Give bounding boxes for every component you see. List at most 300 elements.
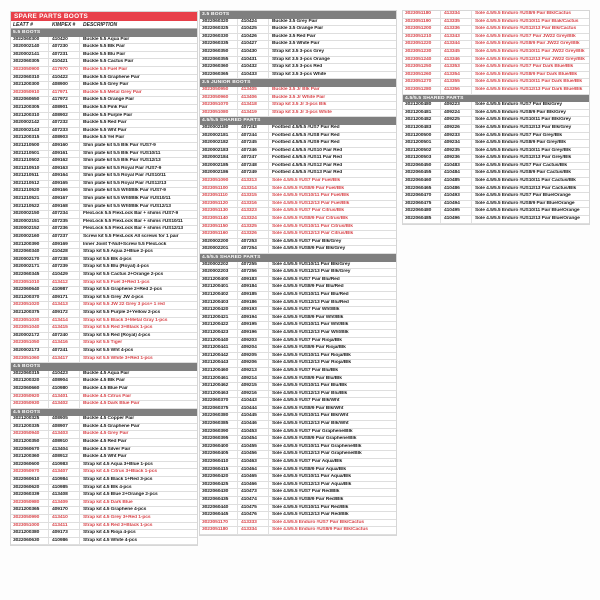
table-title-banner bbox=[11, 12, 197, 21]
kimpex-number: 413334 bbox=[238, 527, 269, 534]
kimpex-number: 410466 bbox=[238, 482, 269, 489]
kimpex-number: 410495 bbox=[441, 208, 472, 215]
part-description: Strap kit 5.5 Grey JW 4-pcs bbox=[83, 294, 144, 300]
table-row bbox=[200, 467, 396, 475]
table-row bbox=[200, 57, 396, 65]
kimpex-number: 407245 bbox=[238, 140, 269, 147]
table-row bbox=[11, 340, 197, 348]
col-header-leatt: LEATT # bbox=[13, 22, 33, 28]
kimpex-number: 407238 bbox=[49, 257, 80, 264]
kimpex-number: 413335 bbox=[441, 19, 472, 26]
leatt-number: 3023051160 bbox=[200, 231, 238, 238]
kimpex-number: 407233 bbox=[49, 128, 80, 135]
kimpex-number: 410426 bbox=[238, 34, 269, 41]
kimpex-number: 410420 bbox=[49, 37, 80, 44]
table-row bbox=[403, 193, 589, 201]
table-row bbox=[200, 345, 396, 353]
kimpex-number: 417972 bbox=[49, 97, 80, 104]
part-description: Strap kit 5.5 Blk 4-pcs bbox=[83, 256, 132, 262]
table-row bbox=[11, 211, 197, 219]
table-row bbox=[200, 224, 396, 232]
leatt-number: 3022060670 bbox=[11, 447, 49, 454]
part-description: Sole 4.5/5.5 #US12/13 Pair Fuel/Blk bbox=[272, 200, 350, 206]
table-row bbox=[11, 439, 197, 447]
kimpex-number: 413346 bbox=[441, 57, 472, 64]
kimpex-number: 413410 bbox=[49, 515, 80, 522]
part-description: Buckle 3.5 Grey Pair bbox=[272, 18, 318, 24]
kimpex-number: 410987 bbox=[49, 287, 80, 294]
table-row bbox=[11, 204, 197, 212]
table-row bbox=[11, 75, 197, 83]
part-description: Strap kit 4.5 Citrus 3+Black 1-pcs bbox=[83, 469, 157, 475]
part-description: Buckle 5.5 Yel Pair bbox=[83, 135, 125, 141]
part-description: Sole 4.5/5.5 Enduro #US12/13 Pair Dark Blue/Blk bbox=[475, 86, 583, 92]
kimpex-number: 410986 bbox=[49, 538, 80, 545]
leatt-number: 3022060475 bbox=[403, 201, 441, 208]
leatt-number: 3022060480 bbox=[403, 208, 441, 215]
table-row bbox=[200, 163, 396, 171]
part-description: Sole 4.5/5.5 Enduro #US7 Pair Cactus/Blk bbox=[475, 162, 567, 168]
kimpex-number: 410983 bbox=[49, 462, 80, 469]
table-row bbox=[200, 102, 396, 110]
kimpex-number: 410476 bbox=[238, 512, 269, 519]
kimpex-number: 409171 bbox=[49, 295, 80, 302]
kimpex-number: 410484 bbox=[441, 170, 472, 177]
part-description: Sole 4.5/5.5 Enduro #US7 Pair JW22 Grey/Blk bbox=[475, 33, 576, 39]
kimpex-number: 407246 bbox=[238, 148, 269, 155]
table-rows bbox=[200, 11, 396, 535]
table-row bbox=[11, 257, 197, 265]
kimpex-number: 410432 bbox=[238, 64, 269, 71]
part-description: Buckle 5.5 Blu Pair bbox=[83, 51, 126, 57]
part-description: Sole 4.5/5.5 Enduro #US8/9 Pair Blue/Orange bbox=[475, 200, 575, 206]
kimpex-number: 407239 bbox=[49, 264, 80, 271]
leatt-number: 3022060405 bbox=[200, 451, 238, 458]
leatt-number: 3021200350 bbox=[11, 439, 49, 446]
table-row bbox=[403, 72, 589, 80]
table-row bbox=[200, 140, 396, 148]
table-row bbox=[200, 148, 396, 156]
kimpex-number: 409185 bbox=[238, 292, 269, 299]
kimpex-number: 408901 bbox=[49, 105, 80, 112]
parts-table-boots-3-5-shared bbox=[199, 10, 397, 536]
part-description: Sole 4.5/5.5 #US7 Pair Blk/Wht bbox=[272, 398, 340, 404]
part-description: Buckle 5.5 Orange Pair bbox=[83, 97, 135, 103]
kimpex-number: 410427 bbox=[238, 41, 269, 48]
leatt-number: 3020002152 bbox=[11, 226, 49, 233]
table-row bbox=[11, 166, 197, 174]
table-row bbox=[200, 505, 396, 513]
kimpex-number: 407243 bbox=[238, 125, 269, 132]
table-row bbox=[11, 272, 197, 280]
leatt-number: 3023051210 bbox=[403, 34, 441, 41]
part-description: Buckle 5.5 Metal Grey Pair bbox=[83, 89, 142, 95]
kimpex-number: 413406 bbox=[238, 95, 269, 102]
part-description: Strap kit 4.5 Black 1+Red 3-pcs bbox=[83, 477, 153, 483]
kimpex-number: 409224 bbox=[441, 110, 472, 117]
kimpex-number: 407236 bbox=[49, 226, 80, 233]
part-description: Sole 4.5/5.5 #US12/13 Pair Blk/Grey bbox=[272, 269, 351, 275]
leatt-number: 3023050900 bbox=[11, 67, 49, 74]
kimpex-number: 408900 bbox=[49, 82, 80, 89]
table-row bbox=[200, 41, 396, 49]
kimpex-number: 413314 bbox=[238, 186, 269, 193]
kimpex-number: 408910 bbox=[49, 439, 80, 446]
leatt-number: 3023051220 bbox=[403, 41, 441, 48]
kimpex-number: 409214 bbox=[238, 376, 269, 383]
leatt-number: 3023051270 bbox=[403, 79, 441, 86]
leatt-number: 3020002141 bbox=[11, 52, 49, 59]
parts-table-enduro-soles bbox=[402, 10, 590, 225]
part-description: Strap kit 3.5 3-pcs Orange bbox=[272, 56, 330, 62]
table-row bbox=[11, 287, 197, 295]
leatt-number: 3022060465 bbox=[403, 186, 441, 193]
table-row bbox=[200, 398, 396, 406]
table-row bbox=[11, 485, 197, 493]
part-description: Buckle 4.5 Copper Pair bbox=[83, 416, 135, 422]
leatt-number: 3021200501 bbox=[403, 140, 441, 147]
leatt-number: 3020002202 bbox=[200, 262, 238, 269]
leatt-number: 3021200365 bbox=[11, 507, 49, 514]
kimpex-number: 413323 bbox=[238, 208, 269, 215]
leatt-number: 3023051250 bbox=[403, 64, 441, 71]
kimpex-number: 413343 bbox=[441, 34, 472, 41]
leatt-number: 3023050920 bbox=[11, 394, 49, 401]
part-description: Strap kit 3.5 Jr 3-pcs White bbox=[272, 109, 332, 115]
leatt-number: 3021200420 bbox=[200, 307, 238, 314]
kimpex-number: 413403 bbox=[49, 431, 80, 438]
part-description: Sole 4.5/5.5 #US8/9 Pair Red/Blk bbox=[272, 497, 344, 502]
leatt-number: 3020002151 bbox=[11, 219, 49, 226]
part-description: Sole 4.5/5.5 Enduro #US8/9 Pair Blk/Cactus bbox=[475, 11, 571, 16]
leatt-number: 3021200440 bbox=[200, 338, 238, 345]
leatt-number: 3021210520 bbox=[11, 188, 49, 195]
part-description: Strap kit 5.5 Fuel 3+Red 1-pcs bbox=[83, 279, 150, 285]
kimpex-number: 409206 bbox=[238, 360, 269, 367]
leatt-number: 3023051280 bbox=[403, 87, 441, 94]
kimpex-number: 410475 bbox=[238, 505, 269, 512]
leatt-number: 3022060430 bbox=[200, 489, 238, 496]
part-description: Sole 4.5/5.5 #US12/13 Pair Rioja/Blk bbox=[272, 360, 352, 366]
kimpex-number: 409165 bbox=[49, 181, 80, 188]
part-description: Sole 4.5/5.5 #US8/9 Pair Graphene/Blk bbox=[272, 436, 357, 442]
table-row bbox=[200, 376, 396, 384]
leatt-number: 3021210502 bbox=[11, 158, 49, 165]
part-description: Sole 4.5/5.5 Enduro #US12/13 Pair Cactus/Blk bbox=[475, 185, 577, 191]
kimpex-number: 408902 bbox=[49, 113, 80, 120]
leatt-number: 3023051030 bbox=[11, 318, 49, 325]
part-description: Sole 4.5/5.5 #US7 Pair Blu/Red bbox=[272, 276, 340, 282]
kimpex-number: 413336 bbox=[441, 26, 472, 33]
kimpex-number: 409166 bbox=[49, 188, 80, 195]
leatt-number: 3022060610 bbox=[11, 477, 49, 484]
kimpex-number: 413401 bbox=[49, 394, 80, 401]
table-row bbox=[11, 234, 197, 242]
leatt-number: 3022060375 bbox=[200, 406, 238, 413]
table-row bbox=[11, 386, 197, 394]
leatt-number: 3023051100 bbox=[200, 186, 238, 193]
kimpex-number: 408907 bbox=[49, 424, 80, 431]
kimpex-number: 410463 bbox=[238, 459, 269, 466]
table-row bbox=[200, 208, 396, 216]
part-description: Sole 4.5/5.5 #US7 Pair Red/Blk bbox=[272, 489, 340, 495]
leatt-number: 3023051120 bbox=[200, 201, 238, 208]
part-description: Sole 4.5/5.5 Enduro #US10/11 Pair Cactus/Blk bbox=[475, 178, 576, 184]
table-row bbox=[200, 239, 396, 247]
leatt-number: 3022060400 bbox=[200, 444, 238, 451]
leatt-number: 3023051040 bbox=[11, 325, 49, 332]
page-title: SPARE PARTS BOOTS bbox=[14, 13, 89, 20]
section-header: 4.5 BOOTS bbox=[11, 363, 197, 371]
table-row bbox=[11, 515, 197, 523]
part-description: Sole 4.5/5.5 Enduro #US7 Pair Blk/Grey bbox=[475, 102, 562, 108]
table-row bbox=[200, 269, 396, 277]
part-description: Footbed 4.5/5.5 #US11 Pair Red bbox=[272, 155, 342, 161]
leatt-number: 3022060365 bbox=[200, 72, 238, 79]
part-description: Strap kit 4.5 Aqua 3+Blue 1-pcs bbox=[83, 461, 153, 467]
leatt-number: 3022060390 bbox=[200, 429, 238, 436]
table-row bbox=[11, 37, 197, 45]
leatt-number: 3022060440 bbox=[200, 505, 238, 512]
part-description: Buckle 4.5 Dark Blue Pair bbox=[83, 401, 140, 407]
part-description: Strap kit 3.5 3-pcs Red bbox=[272, 64, 323, 70]
leatt-number: 3020002182 bbox=[200, 140, 238, 147]
part-description: Sole 4.5/5.5 Enduro #US12/13 Pair JW22 Grey/Blk bbox=[475, 56, 585, 62]
leatt-number: 3021200422 bbox=[200, 322, 238, 329]
leatt-number: 3022060650 bbox=[11, 97, 49, 104]
table-row bbox=[200, 186, 396, 194]
table-row bbox=[200, 391, 396, 399]
part-description: Sole 4.5/5.5 Enduro #US12/13 Pair Blk/Cactus bbox=[475, 26, 577, 32]
part-description: Sole 4.5/5.5 #US7 Pair Graphene/Blk bbox=[272, 428, 353, 434]
part-description: Sole 4.5/5.5 #US8/9 Pair Blk/Grey bbox=[272, 246, 346, 252]
part-description: Sole 4.5/5.5 #US12/13 Pair Wht/Blk bbox=[272, 329, 349, 335]
leatt-number: 3021200380 bbox=[11, 530, 49, 537]
kimpex-number: 409223 bbox=[441, 102, 472, 109]
part-description: Strap kit 3.5 3-pcs Grey bbox=[272, 48, 324, 54]
part-description: Strap kit 3.5 Jr 3-pcs Blk bbox=[272, 102, 327, 108]
kimpex-number: 409195 bbox=[238, 322, 269, 329]
leatt-number: 3022060415 bbox=[200, 467, 238, 474]
table-row bbox=[11, 507, 197, 515]
part-description: Sole 4.5/5.5 #US12/13 Pair Blk/Wht bbox=[272, 421, 349, 427]
table-row bbox=[403, 133, 589, 141]
table-row bbox=[200, 170, 396, 178]
leatt-number: 3021200401 bbox=[200, 284, 238, 291]
kimpex-number: 409225 bbox=[441, 117, 472, 124]
table-row bbox=[200, 26, 396, 34]
table-row bbox=[11, 135, 197, 143]
leatt-number: 3022060330 bbox=[200, 34, 238, 41]
leatt-number: 3023051180 bbox=[200, 527, 238, 534]
kimpex-number: 413419 bbox=[238, 110, 269, 117]
leatt-number: 3020002181 bbox=[200, 133, 238, 140]
kimpex-number: 409173 bbox=[49, 530, 80, 537]
leatt-number: 3023051180 bbox=[403, 11, 441, 18]
table-row bbox=[403, 125, 589, 133]
table-row bbox=[200, 300, 396, 308]
table-row bbox=[11, 219, 197, 227]
part-description: Sole 4.5/5.5 #US7 Pair Blk/Grey bbox=[272, 238, 342, 244]
leatt-number: 3020002171 bbox=[11, 264, 49, 271]
part-description: Footbed 4.5/5.5 #US8 Pair Red bbox=[272, 132, 340, 138]
kimpex-number: 410430 bbox=[238, 49, 269, 56]
table-row bbox=[11, 371, 197, 379]
part-description: Sole 4.5/5.5 #US7 Pair Fuel/Blk bbox=[272, 178, 341, 184]
table-row bbox=[11, 143, 197, 151]
part-description: Sole 4.5/5.5 #US10/11 Pair Fuel/Blk bbox=[272, 193, 349, 199]
table-row bbox=[11, 196, 197, 204]
table-row bbox=[403, 64, 589, 72]
part-description: Strap kit 5.5 Purple 2+Yellow 2-pcs bbox=[83, 309, 161, 315]
table-row bbox=[200, 231, 396, 239]
leatt-number: 3022060335 bbox=[200, 41, 238, 48]
kimpex-number: 407232 bbox=[49, 120, 80, 127]
kimpex-number: 409167 bbox=[49, 196, 80, 203]
part-description: Sole 4.5/5.5 Enduro #US8/9 Pair JW22 Grey/Blk bbox=[475, 41, 580, 47]
kimpex-number: 410494 bbox=[441, 201, 472, 208]
kimpex-number: 409235 bbox=[441, 148, 472, 155]
table-row bbox=[11, 120, 197, 128]
part-description: Buckle 5.5 Fuel Pair bbox=[83, 66, 128, 72]
part-description: Shin plate kit 5.5 Blk Pair #US10/11 bbox=[83, 150, 161, 156]
table-row bbox=[403, 87, 589, 95]
leatt-number: 3021200442 bbox=[200, 353, 238, 360]
table-row bbox=[11, 454, 197, 462]
table-rows bbox=[11, 29, 197, 545]
leatt-number: 3023051020 bbox=[11, 302, 49, 309]
kimpex-number: 410985 bbox=[49, 485, 80, 492]
part-description: Strap kit 4.5 Blue 2+Orange 2-pcs bbox=[83, 492, 158, 498]
leatt-number: 3022060600 bbox=[11, 462, 49, 469]
table-row bbox=[200, 125, 396, 133]
leatt-number: 3021200390 bbox=[11, 242, 49, 249]
leatt-number: 3022060305 bbox=[11, 59, 49, 66]
leatt-number: 3023051110 bbox=[200, 193, 238, 200]
kimpex-number: 409170 bbox=[49, 507, 80, 514]
table-row bbox=[200, 72, 396, 80]
table-row bbox=[11, 295, 197, 303]
leatt-number: 3023050930 bbox=[11, 401, 49, 408]
leatt-number: 3021200500 bbox=[403, 133, 441, 140]
part-description: Buckle 4.5 Grey Pair bbox=[83, 431, 129, 437]
table-row bbox=[403, 178, 589, 186]
part-description: Strap kit 5.5 Graphene 2+Red 2-pcs bbox=[83, 287, 162, 293]
leatt-number: 3023051130 bbox=[200, 208, 238, 215]
table-row bbox=[11, 82, 197, 90]
leatt-number: 3020002150 bbox=[11, 211, 49, 218]
kimpex-number: 410473 bbox=[238, 489, 269, 496]
part-description: Buckle 3.5 Jr White Pair bbox=[272, 94, 326, 100]
part-description: Buckle 4.5 Blk Pair bbox=[83, 378, 125, 384]
table-row bbox=[11, 530, 197, 538]
leatt-number: 3022060370 bbox=[200, 398, 238, 405]
kimpex-number: 407248 bbox=[238, 163, 269, 170]
part-description: Strap kit 5.5 Wht 4-pcs bbox=[83, 347, 134, 353]
part-description: Strap kit 4.5 Blk 4-pcs bbox=[83, 484, 132, 490]
leatt-number: 3022060660 bbox=[11, 386, 49, 393]
leatt-number: 3021200463 bbox=[200, 391, 238, 398]
leatt-number: 3021200443 bbox=[200, 360, 238, 367]
part-description: Strap kit 4.5 Graphene 4-pcs bbox=[83, 507, 147, 513]
part-description: Buckle 4.5 Blue Pair bbox=[83, 385, 128, 391]
table-row bbox=[11, 128, 197, 136]
kimpex-number: 410422 bbox=[49, 75, 80, 82]
table-row bbox=[11, 302, 197, 310]
kimpex-number: 408912 bbox=[49, 454, 80, 461]
leatt-number: 3020002160 bbox=[11, 234, 49, 241]
leatt-number: 3021200300 bbox=[11, 82, 49, 89]
leatt-number: 3021200403 bbox=[200, 300, 238, 307]
kimpex-number: 410429 bbox=[49, 272, 80, 279]
col-header-kimpex: KIMPEX # bbox=[52, 22, 76, 28]
kimpex-number: 407249 bbox=[238, 170, 269, 177]
part-description: Shin plate kit 5.5 Wht/Blk Pair #US7-9 bbox=[83, 188, 166, 194]
table-row bbox=[11, 59, 197, 67]
kimpex-number: 417971 bbox=[49, 90, 80, 97]
part-description: Sole 4.5/5.5 #US8/9 Pair Aqua/Blk bbox=[272, 466, 346, 472]
part-description: Sole 4.5/5.5 #US10/11 Pair Blk/Wht bbox=[272, 413, 349, 419]
table-row bbox=[200, 307, 396, 315]
kimpex-number: 410421 bbox=[49, 59, 80, 66]
leatt-number: 3023051000 bbox=[11, 523, 49, 530]
leatt-number: 3023050990 bbox=[11, 515, 49, 522]
part-description: Sole 4.5/5.5 Enduro #US12/13 Pair Grey/Blk bbox=[475, 155, 572, 161]
leatt-number: 3022060320 bbox=[200, 19, 238, 26]
kimpex-number: 410483 bbox=[441, 163, 472, 170]
kimpex-number: 409203 bbox=[238, 338, 269, 345]
part-description: Strap kit 5.5 Black 3+Metal Gray 1-pcs bbox=[83, 317, 168, 323]
part-description: Sole 4.5/5.5 Enduro #US7 Pair Blk/Cactus bbox=[272, 519, 364, 525]
kimpex-number: 407244 bbox=[238, 133, 269, 140]
kimpex-number: 407255 bbox=[238, 262, 269, 269]
table-row bbox=[11, 462, 197, 470]
part-description: Footbed 4.5/5.5 #US12 Pair Red bbox=[272, 162, 343, 168]
part-description: Sole 4.5/5.5 #US10/11 Pair Blk/Grey bbox=[272, 261, 351, 267]
kimpex-number: 413356 bbox=[441, 87, 472, 94]
kimpex-number: 410455 bbox=[238, 444, 269, 451]
part-description: Sole 4.5/5.5 #US12/13 Pair Aqua/Blk bbox=[272, 481, 352, 487]
leatt-number: 3023051080 bbox=[200, 110, 238, 117]
leatt-number: 3023051140 bbox=[200, 216, 238, 223]
table-row bbox=[11, 447, 197, 455]
part-description: Sole 4.5/5.5 #US8/9 Pair Blu/Red bbox=[272, 284, 344, 290]
table-row bbox=[200, 383, 396, 391]
part-description: Shin plate kit 5.5 Blk Pair #US12/13 bbox=[83, 158, 161, 164]
part-description: FlexLock 5.5 FlexLock Bar + shims #US7-9 bbox=[83, 211, 179, 217]
table-row bbox=[11, 280, 197, 288]
kimpex-number: 413324 bbox=[238, 216, 269, 223]
table-row bbox=[200, 451, 396, 459]
table-row bbox=[11, 333, 197, 341]
kimpex-number: 413415 bbox=[49, 325, 80, 332]
part-description: Buckle 5.5 Purple Pair bbox=[83, 112, 133, 118]
kimpex-number: 409164 bbox=[49, 173, 80, 180]
part-description: Buckle 5.5 Grey Pair bbox=[83, 82, 129, 88]
table-row bbox=[200, 95, 396, 103]
leatt-number: 3021200335 bbox=[11, 424, 49, 431]
leatt-number: 3023051240 bbox=[403, 57, 441, 64]
kimpex-number: 408904 bbox=[49, 378, 80, 385]
leatt-number: 3022060340 bbox=[11, 249, 49, 256]
leatt-number: 3023051060 bbox=[11, 356, 49, 363]
leatt-number: 3023051090 bbox=[200, 178, 238, 185]
kimpex-number: 407234 bbox=[49, 211, 80, 218]
leatt-number: 3020002170 bbox=[11, 257, 49, 264]
table-row bbox=[11, 477, 197, 485]
table-row bbox=[11, 318, 197, 326]
table-row bbox=[11, 105, 197, 113]
